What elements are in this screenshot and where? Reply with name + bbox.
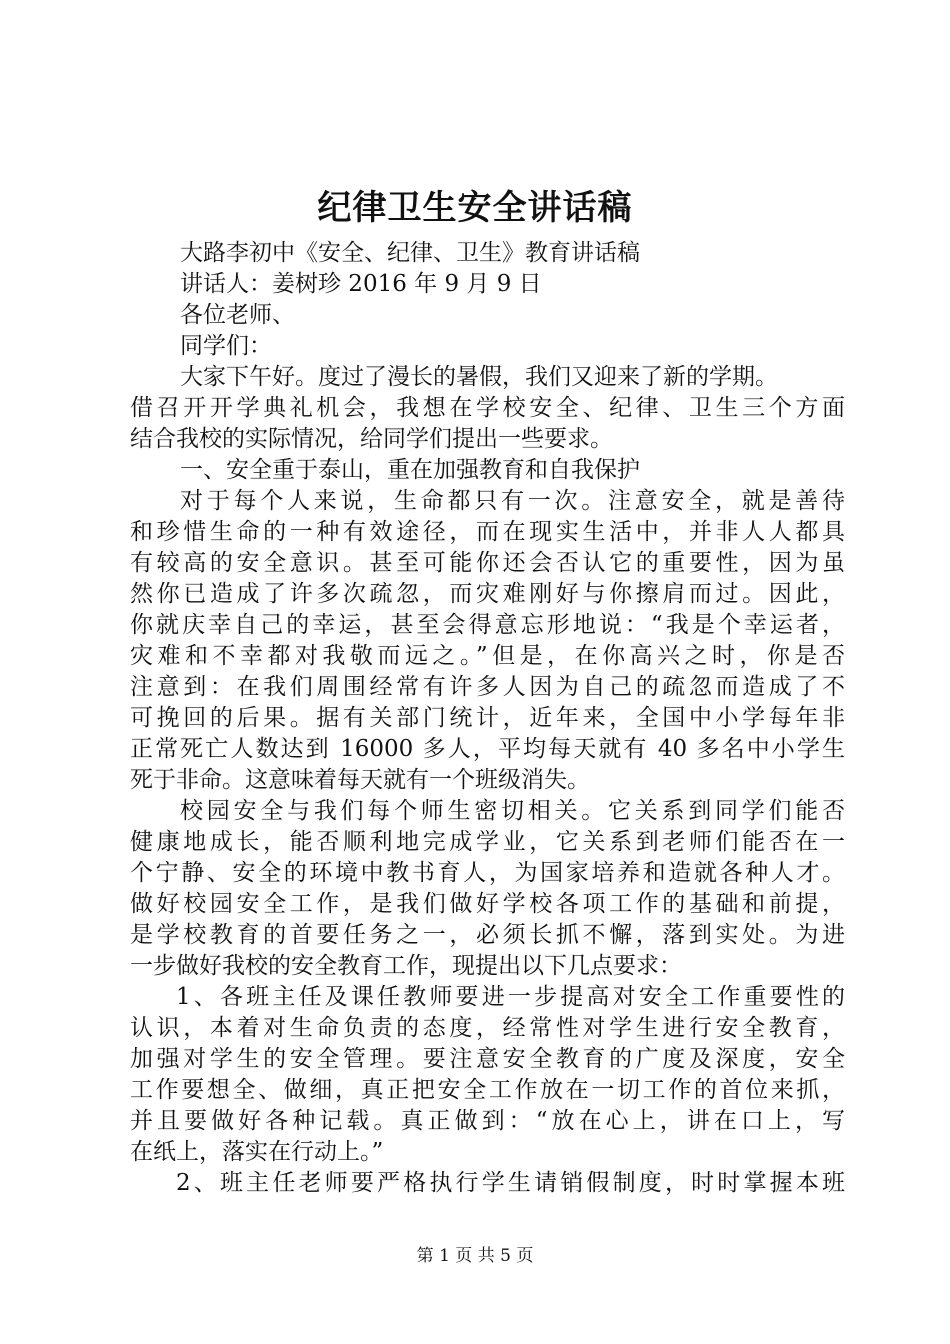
text-line: 认识，本着对生命负责的态度，经常性对学生进行安全教育， bbox=[130, 1015, 845, 1041]
text-line: 正常死亡人数达到 16000 多人，平均每天就有 40 多名中小学生 bbox=[130, 736, 845, 762]
text-line: 同学们： bbox=[180, 333, 272, 359]
document-title: 纪律卫生安全讲话稿 bbox=[317, 188, 633, 228]
text-line: 并且要做好各种记载。真正做到：“放在心上，讲在口上，写 bbox=[130, 1108, 845, 1134]
text-line: 结合我校的实际情况，给同学们提出一些要求。 bbox=[130, 426, 613, 452]
text-line: 灾难和不幸都对我敬而远之。”但是，在你高兴之时，你是否 bbox=[130, 643, 845, 669]
text-line: 死于非命。这意味着每天就有一个班级消失。 bbox=[130, 767, 590, 793]
text-line: 健康地成长，能否顺利地完成学业，它关系到老师们能否在一 bbox=[130, 829, 845, 855]
list-item: 1、各班主任及课任教师要进一步提高对安全工作重要性的 bbox=[176, 984, 845, 1010]
text-line: 校园安全与我们每个师生密切相关。它关系到同学们能否 bbox=[180, 798, 845, 824]
text-line: 做好校园安全工作，是我们做好学校各项工作的基础和前提， bbox=[130, 891, 845, 917]
text-line: 对于每个人来说，生命都只有一次。注意安全，就是善待 bbox=[180, 488, 845, 514]
text-line: 讲话人：姜树珍 2016 年 9 月 9 日 bbox=[180, 271, 542, 297]
document-body bbox=[130, 238, 845, 1199]
text-line: 和珍惜生命的一种有效途径，而在现实生活中，并非人人都具 bbox=[130, 519, 845, 545]
list-item: 2、班主任老师要严格执行学生请销假制度，时时掌握本班 bbox=[176, 1170, 845, 1196]
text-line: 在纸上，落实在行动上。” bbox=[130, 1139, 384, 1165]
text-line: 有较高的安全意识。甚至可能你还会否认它的重要性，因为虽 bbox=[130, 550, 845, 576]
text-line: 可挽回的后果。据有关部门统计，近年来，全国中小学每年非 bbox=[130, 705, 845, 731]
text-line: 加强对学生的安全管理。要注意安全教育的广度及深度，安全 bbox=[130, 1046, 845, 1072]
text-line: 借召开开学典礼机会，我想在学校安全、纪律、卫生三个方面 bbox=[130, 395, 845, 421]
text-line: 你就庆幸自己的幸运，甚至会得意忘形地说：“我是个幸运者， bbox=[130, 612, 845, 638]
text-line: 工作要想全、做细，真正把安全工作放在一切工作的首位来抓， bbox=[130, 1077, 845, 1103]
text-line: 各位老师、 bbox=[180, 302, 295, 328]
text-line: 然你已造成了许多次疏忽，而灾难刚好与你擦肩而过。因此， bbox=[130, 581, 845, 607]
text-line: 大家下午好。度过了漫长的暑假，我们又迎来了新的学期。 bbox=[180, 364, 778, 390]
text-line: 大路李初中《安全、纪律、卫生》教育讲话稿 bbox=[180, 240, 640, 266]
text-line: 一步做好我校的安全教育工作，现提出以下几点要求： bbox=[130, 953, 682, 979]
section-heading: 一、安全重于泰山，重在加强教育和自我保护 bbox=[180, 457, 640, 483]
text-line: 注意到：在我们周围经常有许多人因为自己的疏忽而造成了不 bbox=[130, 674, 845, 700]
page-footer: 第 1 页 共 5 页 bbox=[416, 1246, 534, 1266]
text-line: 是学校教育的首要任务之一，必须长抓不懈，落到实处。为进 bbox=[130, 922, 845, 948]
text-line: 个宁静、安全的环境中教书育人，为国家培养和造就各种人才。 bbox=[130, 860, 845, 886]
